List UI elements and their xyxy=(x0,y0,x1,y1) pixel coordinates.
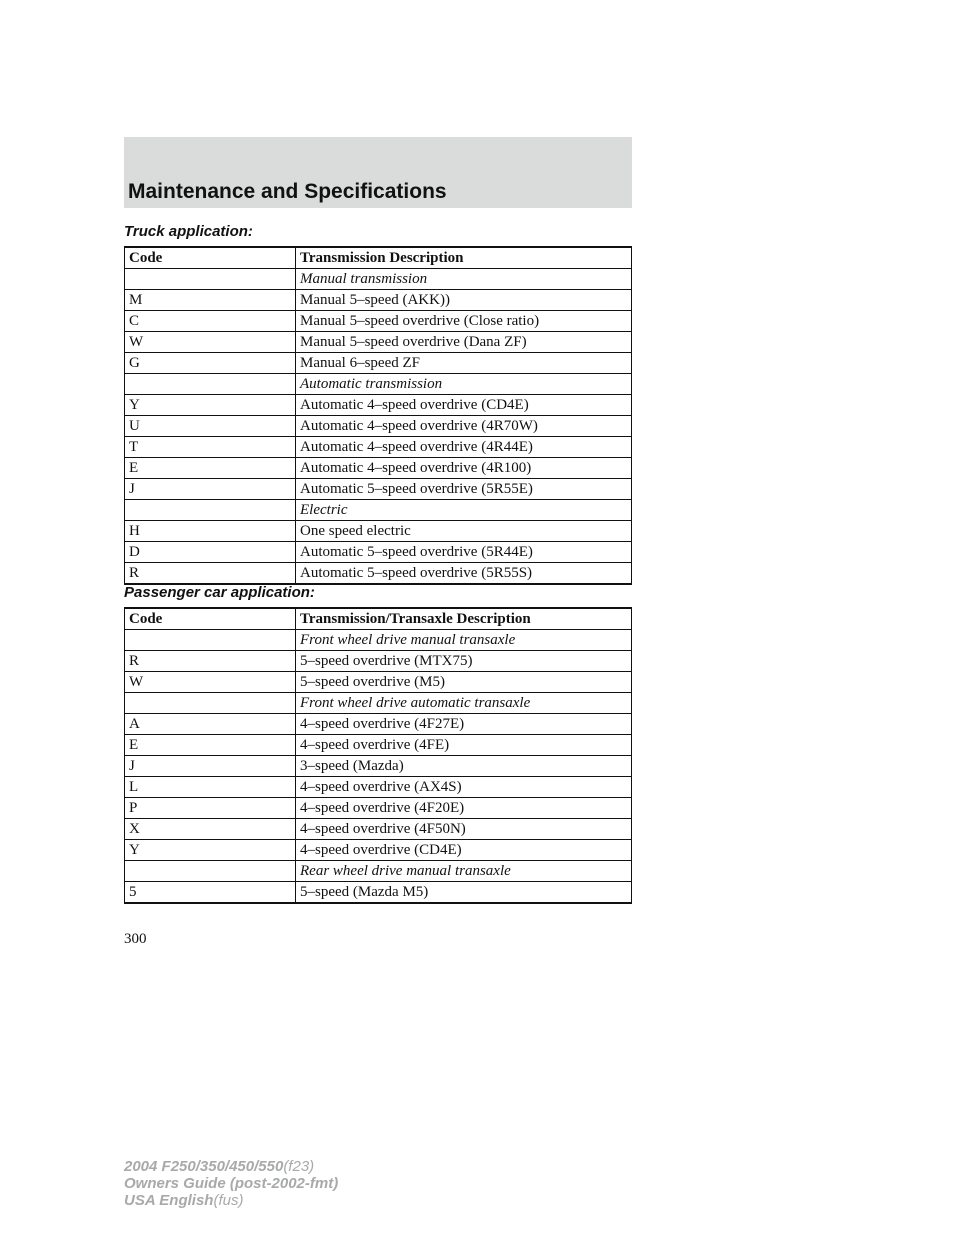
table-row xyxy=(125,332,632,353)
cell-code xyxy=(125,500,296,521)
footer-language-code: (fus) xyxy=(213,1192,244,1209)
cell-code: 5 xyxy=(125,882,296,904)
passenger-transmission-table xyxy=(124,607,632,904)
cell-category: Front wheel drive manual transaxle xyxy=(296,630,632,651)
cell-code: L xyxy=(125,777,296,798)
footer-language: USA English xyxy=(124,1192,214,1209)
table-row xyxy=(125,840,632,861)
cell-category: Front wheel drive automatic transaxle xyxy=(296,693,632,714)
cell-description: Automatic 5–speed overdrive (5R55S) xyxy=(296,563,632,585)
cell-code xyxy=(125,693,296,714)
cell-code xyxy=(125,374,296,395)
table-row xyxy=(125,290,632,311)
cell-description: 5–speed overdrive (MTX75) xyxy=(296,651,632,672)
table-row xyxy=(125,542,632,563)
footer-line-guide: Owners Guide (post-2002-fmt) xyxy=(124,1175,339,1192)
cell-code: P xyxy=(125,798,296,819)
table-row xyxy=(125,714,632,735)
truck-section-heading: Truck application: xyxy=(124,223,253,240)
cell-category: Automatic transmission xyxy=(296,374,632,395)
cell-code: E xyxy=(125,735,296,756)
footer-line-model xyxy=(124,1158,338,1175)
cell-description: Manual 5–speed overdrive (Dana ZF) xyxy=(296,332,632,353)
table-row xyxy=(125,311,632,332)
column-header-description: Transmission/Transaxle Description xyxy=(296,608,632,630)
footer-line-language xyxy=(124,1192,338,1209)
cell-code: X xyxy=(125,819,296,840)
page-title: Maintenance and Specifications xyxy=(128,180,447,203)
cell-code xyxy=(125,630,296,651)
table-header-row xyxy=(125,608,632,630)
cell-description: 3–speed (Mazda) xyxy=(296,756,632,777)
cell-category: Rear wheel drive manual transaxle xyxy=(296,861,632,882)
column-header-code: Code xyxy=(125,608,296,630)
table-row xyxy=(125,672,632,693)
cell-description: Automatic 4–speed overdrive (CD4E) xyxy=(296,395,632,416)
cell-code xyxy=(125,861,296,882)
cell-code: R xyxy=(125,563,296,585)
page-number: 300 xyxy=(124,931,147,947)
table-row xyxy=(125,416,632,437)
table-row xyxy=(125,521,632,542)
table-row xyxy=(125,693,632,714)
cell-code: W xyxy=(125,672,296,693)
table-row xyxy=(125,861,632,882)
footer-model-code: (f23) xyxy=(283,1158,315,1175)
cell-description: 4–speed overdrive (4F50N) xyxy=(296,819,632,840)
cell-code: J xyxy=(125,756,296,777)
cell-code: Y xyxy=(125,840,296,861)
truck-transmission-table xyxy=(124,246,632,585)
cell-code: R xyxy=(125,651,296,672)
table-row xyxy=(125,651,632,672)
cell-code: H xyxy=(125,521,296,542)
cell-code: E xyxy=(125,458,296,479)
table-row xyxy=(125,374,632,395)
cell-code: U xyxy=(125,416,296,437)
cell-code: M xyxy=(125,290,296,311)
cell-code: J xyxy=(125,479,296,500)
cell-description: Manual 5–speed overdrive (Close ratio) xyxy=(296,311,632,332)
table-row xyxy=(125,563,632,585)
table-row xyxy=(125,479,632,500)
table-row xyxy=(125,500,632,521)
table-row xyxy=(125,353,632,374)
passenger-table-body xyxy=(125,630,632,904)
cell-code: C xyxy=(125,311,296,332)
cell-code: D xyxy=(125,542,296,563)
cell-description: Manual 6–speed ZF xyxy=(296,353,632,374)
cell-description: 4–speed overdrive (4F20E) xyxy=(296,798,632,819)
table-row xyxy=(125,798,632,819)
cell-description: Automatic 5–speed overdrive (5R44E) xyxy=(296,542,632,563)
cell-description: 4–speed overdrive (4FE) xyxy=(296,735,632,756)
cell-description: 5–speed (Mazda M5) xyxy=(296,882,632,904)
cell-category: Electric xyxy=(296,500,632,521)
cell-code: T xyxy=(125,437,296,458)
table-row xyxy=(125,458,632,479)
table-row xyxy=(125,735,632,756)
cell-code: W xyxy=(125,332,296,353)
cell-code xyxy=(125,269,296,290)
document-footer xyxy=(124,1158,338,1209)
table-row xyxy=(125,819,632,840)
table-row xyxy=(125,777,632,798)
cell-code: Y xyxy=(125,395,296,416)
cell-description: Automatic 4–speed overdrive (4R100) xyxy=(296,458,632,479)
table-row xyxy=(125,756,632,777)
cell-description: One speed electric xyxy=(296,521,632,542)
cell-code: G xyxy=(125,353,296,374)
cell-description: 4–speed overdrive (CD4E) xyxy=(296,840,632,861)
passenger-section-heading: Passenger car application: xyxy=(124,584,315,601)
cell-description: Automatic 4–speed overdrive (4R44E) xyxy=(296,437,632,458)
cell-description: Manual 5–speed (AKK)) xyxy=(296,290,632,311)
cell-description: Automatic 4–speed overdrive (4R70W) xyxy=(296,416,632,437)
footer-model: 2004 F250/350/450/550 xyxy=(124,1158,284,1175)
table-row xyxy=(125,882,632,904)
table-row xyxy=(125,269,632,290)
table-header-row xyxy=(125,247,632,269)
cell-description: Automatic 5–speed overdrive (5R55E) xyxy=(296,479,632,500)
column-header-code: Code xyxy=(125,247,296,269)
cell-description: 5–speed overdrive (M5) xyxy=(296,672,632,693)
cell-category: Manual transmission xyxy=(296,269,632,290)
column-header-description: Transmission Description xyxy=(296,247,632,269)
cell-description: 4–speed overdrive (AX4S) xyxy=(296,777,632,798)
table-row xyxy=(125,395,632,416)
cell-code: A xyxy=(125,714,296,735)
table-row xyxy=(125,630,632,651)
cell-description: 4–speed overdrive (4F27E) xyxy=(296,714,632,735)
truck-table-body xyxy=(125,269,632,585)
table-row xyxy=(125,437,632,458)
